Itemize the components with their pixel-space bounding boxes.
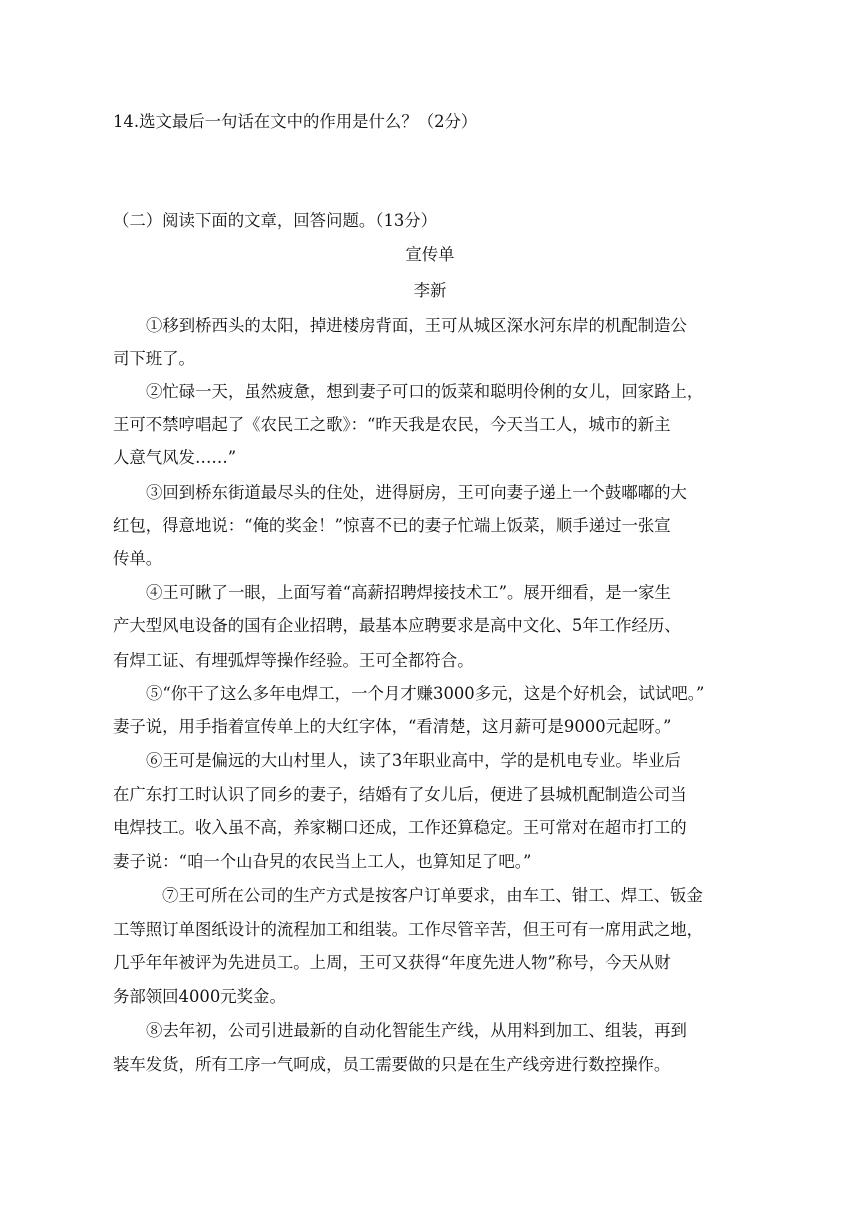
paragraph-line: 人意气风发……” [113, 448, 237, 467]
paragraph-line: ⑥王可是偏远的大山村里人，读了3年职业高中，学的是机电专业。毕业后 [146, 751, 681, 770]
paragraph-line: 有焊工证、有埋弧焊等操作经验。王可全都符合。 [113, 651, 474, 670]
paragraph-line: 红包，得意地说：“俺的奖金！”惊喜不已的妻子忙端上饭菜，顺手递过一张宣 [113, 516, 671, 535]
paragraph-line: ①移到桥西头的太阳，掉进楼房背面，王可从城区深水河东岸的机配制造公 [146, 316, 687, 335]
paragraph-line: 妻子说，用手指着宣传单上的大红字体，“看清楚，这月薪可是9000元起呀。” [113, 717, 672, 736]
article-title: 宣传单 [405, 245, 455, 264]
paragraph-line: 王可不禁哼唱起了《农民工之歌》：“昨天我是农民，今天当工人，城市的新主 [113, 415, 671, 434]
paragraph-line: 几乎年年被评为先进员工。上周，王可又获得“年度先进人物”称号，今天从财 [113, 953, 671, 972]
paragraph-line: 务部领回4000元奖金。 [113, 987, 286, 1006]
paragraph-line: 产大型风电设备的国有企业招聘，最基本应聘要求是高中文化、5年工作经历、 [113, 616, 681, 635]
article-author: 李新 [413, 281, 447, 300]
paragraph-line: 电焊技工。收入虽不高，养家糊口还成，工作还算稳定。王可常对在超市打工的 [113, 818, 687, 837]
paragraph-line: 司下班了。 [113, 349, 195, 368]
paragraph-line: ⑦王可所在公司的生产方式是按客户订单要求，由车工、钳工、焊工、钣金 [162, 886, 703, 905]
paragraph-line: ⑤“你干了这么多年电焊工，一个月才赚3000多元，这是个好机会，试试吧。” [146, 684, 705, 703]
question-14: 14.选文最后一句话在文中的作用是什么？（2分） [113, 112, 478, 131]
paragraph-line: 在广东打工时认识了同乡的妻子，结婚有了女儿后，便进了县城机配制造公司当 [113, 785, 687, 804]
paragraph-line: 妻子说：“咱一个山旮旯的农民当上工人，也算知足了吧。” [113, 852, 532, 871]
paragraph-line: ⑧去年初，公司引进最新的自动化智能生产线，从用料到加工、组装，再到 [146, 1021, 687, 1040]
paragraph-line: 装车发货，所有工序一气呵成，员工需要做的只是在生产线旁进行数控操作。 [113, 1055, 671, 1074]
paragraph-line: 传单。 [113, 549, 163, 568]
paragraph-line: ③回到桥东街道最尽头的住处，进得厨房，王可向妻子递上一个鼓嘟嘟的大 [146, 483, 687, 502]
section-heading: （二）阅读下面的文章，回答问题。（13分） [113, 211, 438, 230]
paragraph-line: ④王可瞅了一眼，上面写着“高薪招聘焊接技术工”。展开细看，是一家生 [146, 583, 671, 602]
paragraph-line: ②忙碌一天，虽然疲惫，想到妻子可口的饭菜和聪明伶俐的女儿，回家路上， [146, 382, 704, 401]
paragraph-line: 工等照订单图纸设计的流程加工和组装。工作尽管辛苦，但王可有一席用武之地， [113, 920, 704, 939]
